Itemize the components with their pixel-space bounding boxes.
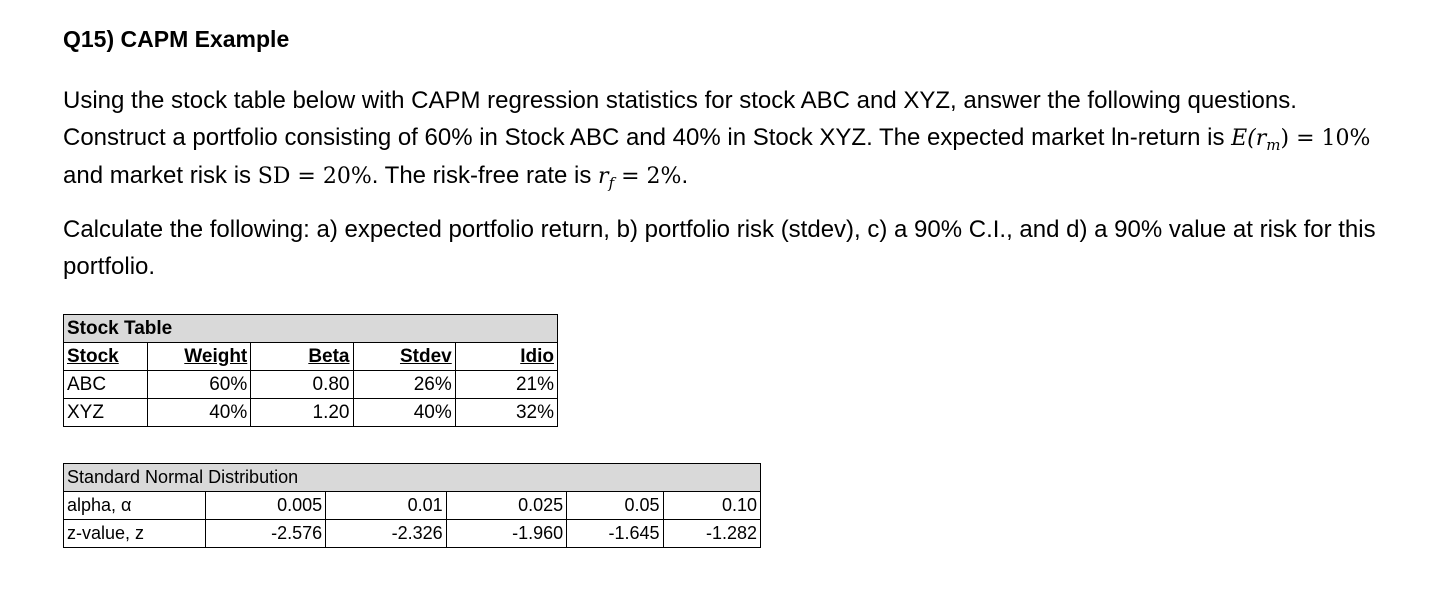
question-title: Q15) CAPM Example xyxy=(63,26,290,52)
table-row xyxy=(64,492,761,520)
paragraph-text-c: . The risk-free rate is xyxy=(371,162,599,189)
table-row xyxy=(64,371,558,399)
risk-free-formula: $r_f = 2\%$ xyxy=(598,164,682,192)
table-cell: 26% xyxy=(353,371,455,399)
market-risk-formula: SD = 20% xyxy=(257,164,372,189)
table-cell: 40% xyxy=(353,399,455,427)
table-cell: 32% xyxy=(455,399,557,427)
instructions-paragraph: Calculate the following: a) expected portfolio return, b) portfolio risk (stdev), c) a 90% C.I., and d) a 90% value at risk for this portfolio. xyxy=(63,216,1376,280)
table-cell: 0.025 xyxy=(446,492,567,520)
table-cell: XYZ xyxy=(64,399,148,427)
stock-table-header: Stdev xyxy=(353,343,455,371)
table-cell: -1.282 xyxy=(663,520,760,548)
stock-table-header: Idio xyxy=(455,343,557,371)
table-row xyxy=(64,399,558,427)
normal-distribution-table xyxy=(63,463,761,548)
table-cell: ABC xyxy=(64,371,148,399)
stock-table-header: Stock xyxy=(64,343,148,371)
stock-table-header: Weight xyxy=(148,343,251,371)
table-cell: 40% xyxy=(148,399,251,427)
table-cell: 0.05 xyxy=(567,492,663,520)
table-row xyxy=(64,520,761,548)
table-cell: 1.20 xyxy=(251,399,353,427)
table-cell: 0.10 xyxy=(663,492,760,520)
table-cell: alpha, α xyxy=(64,492,206,520)
paragraph-text-b: and market risk is xyxy=(63,162,258,189)
document-body xyxy=(63,22,1403,285)
expected-return-formula: $E(r_m) = 10\%$ xyxy=(1231,126,1371,154)
table-cell: 21% xyxy=(455,371,557,399)
table-cell: -1.645 xyxy=(567,520,663,548)
table-cell: -2.576 xyxy=(205,520,326,548)
normal-table-title: Standard Normal Distribution xyxy=(64,464,761,492)
table-cell: -1.960 xyxy=(446,520,567,548)
table-cell: 0.005 xyxy=(205,492,326,520)
table-cell: 60% xyxy=(148,371,251,399)
table-cell: 0.80 xyxy=(251,371,353,399)
stock-table-title: Stock Table xyxy=(64,315,558,343)
paragraph-text-d: . xyxy=(681,162,689,189)
question-paragraph xyxy=(63,82,1403,195)
stock-table-header: Beta xyxy=(251,343,353,371)
paragraph-text-a: Using the stock table below with CAPM regression statistics for stock ABC and XYZ, answer the following questions. Construct a portfolio consisting of 60% in Stock ABC and 40% in Stock XYZ. The expected market ln-return is xyxy=(63,87,1297,151)
stock-table xyxy=(63,314,558,427)
table-cell: -2.326 xyxy=(326,520,447,548)
table-cell: 0.01 xyxy=(326,492,447,520)
table-cell: z-value, z xyxy=(64,520,206,548)
